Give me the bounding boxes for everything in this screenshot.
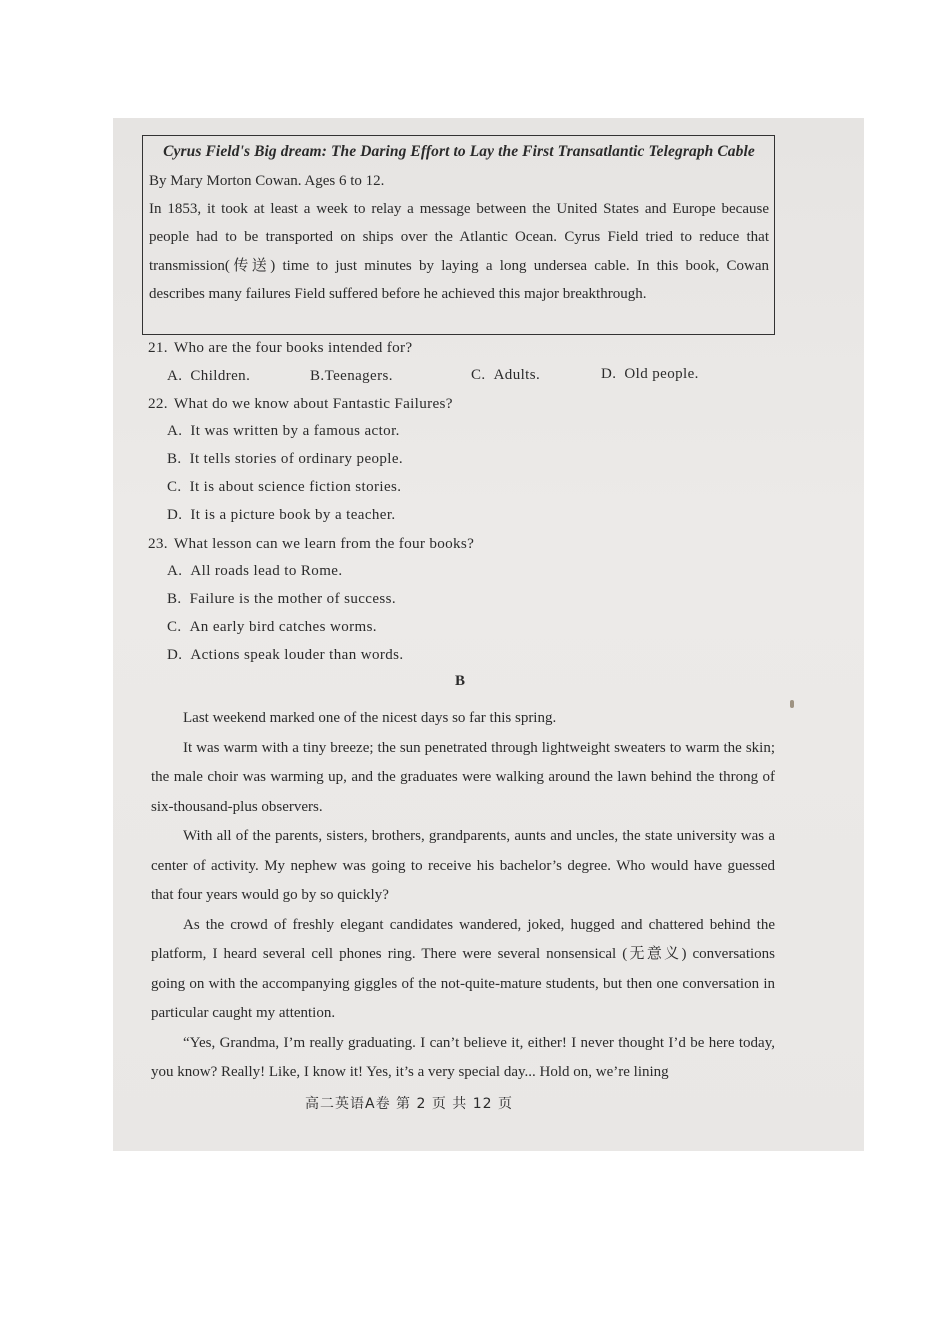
question-text: What lesson can we learn from the four books? xyxy=(173,535,475,552)
passage-paragraph-2: It was warm with a tiny breeze; the sun penetrated through lightweight sweaters to warm the skin; the male choir was warming up, and the graduates were walking around the lawn behind the throng of six-thousand-plus observers. xyxy=(151,739,775,815)
question-21 xyxy=(148,339,412,357)
book-title: Cyrus Field's Big dream: The Daring Effort to Lay the First Transatlantic Telegraph Cable xyxy=(163,143,755,160)
option-21-c: C. Adults. xyxy=(471,367,541,383)
question-text: Who are the four books intended for? xyxy=(173,339,413,356)
question-22 xyxy=(148,395,453,413)
passage-paragraph-3: With all of the parents, sisters, brothers, grandparents, aunts and uncles, the state university was a center of activity. My nephew was going to receive his bachelor’s degree. Who would have guessed that four years would go by so quickly? xyxy=(151,828,775,903)
option-23-b: B. Failure is the mother of success. xyxy=(167,591,397,607)
option-22-c: C. It is about science fiction stories. xyxy=(167,479,402,495)
option-21-b: B.Teenagers. xyxy=(310,368,393,384)
option-23-a: A. All roads lead to Rome. xyxy=(167,563,343,579)
section-heading: B xyxy=(455,673,466,689)
option-21-a: A. Children. xyxy=(167,368,251,384)
question-number: 22. xyxy=(148,395,168,412)
option-22-d: D. It is a picture book by a teacher. xyxy=(167,507,396,523)
passage-paragraph-1: Last weekend marked one of the nicest days so far this spring. xyxy=(183,710,557,726)
option-22-b: B. It tells stories of ordinary people. xyxy=(167,451,404,467)
question-number: 21. xyxy=(148,339,168,356)
question-text: What do we know about Fantastic Failures? xyxy=(173,395,453,412)
scan-mark xyxy=(790,700,794,708)
option-23-d: D. Actions speak louder than words. xyxy=(167,647,404,663)
page-footer: 高二英语A卷 第 2 页 共 12 页 xyxy=(305,1096,513,1112)
book-byline: By Mary Morton Cowan. Ages 6 to 12. xyxy=(149,173,385,189)
book-description: In 1853, it took at least a week to relay a message between the United States and Europe because people had to be transported on ships over the Atlantic Ocean. Cyrus Field tried to reduce that transmission(传送) time to just minutes by laying a long undersea cable. In this book, Cowan describes many failures Field suffered before he achieved this major breakthrough. xyxy=(149,201,769,303)
question-23 xyxy=(148,535,474,553)
passage-paragraph-4: As the crowd of freshly elegant candidates wandered, joked, hugged and chattered behind the platform, I heard several cell phones ring. There were several nonsensical (无意义) conversations going on with the accompanying giggles of the not-quite-mature students, but then one conversation in particular caught my attention. xyxy=(151,916,775,1021)
option-22-a: A. It was written by a famous actor. xyxy=(167,423,400,439)
book-review-box xyxy=(142,135,775,335)
passage-paragraph-5: “Yes, Grandma, I’m really graduating. I can’t believe it, either! I never thought I’d be here today, you know? Really! Like, I know it! Yes, it’s a very special day... Hold on, we’re lining xyxy=(151,1034,775,1080)
option-21-d: D. Old people. xyxy=(601,366,699,382)
option-23-c: C. An early bird catches worms. xyxy=(167,619,377,635)
question-number: 23. xyxy=(148,535,168,552)
passage-b xyxy=(151,704,775,1088)
